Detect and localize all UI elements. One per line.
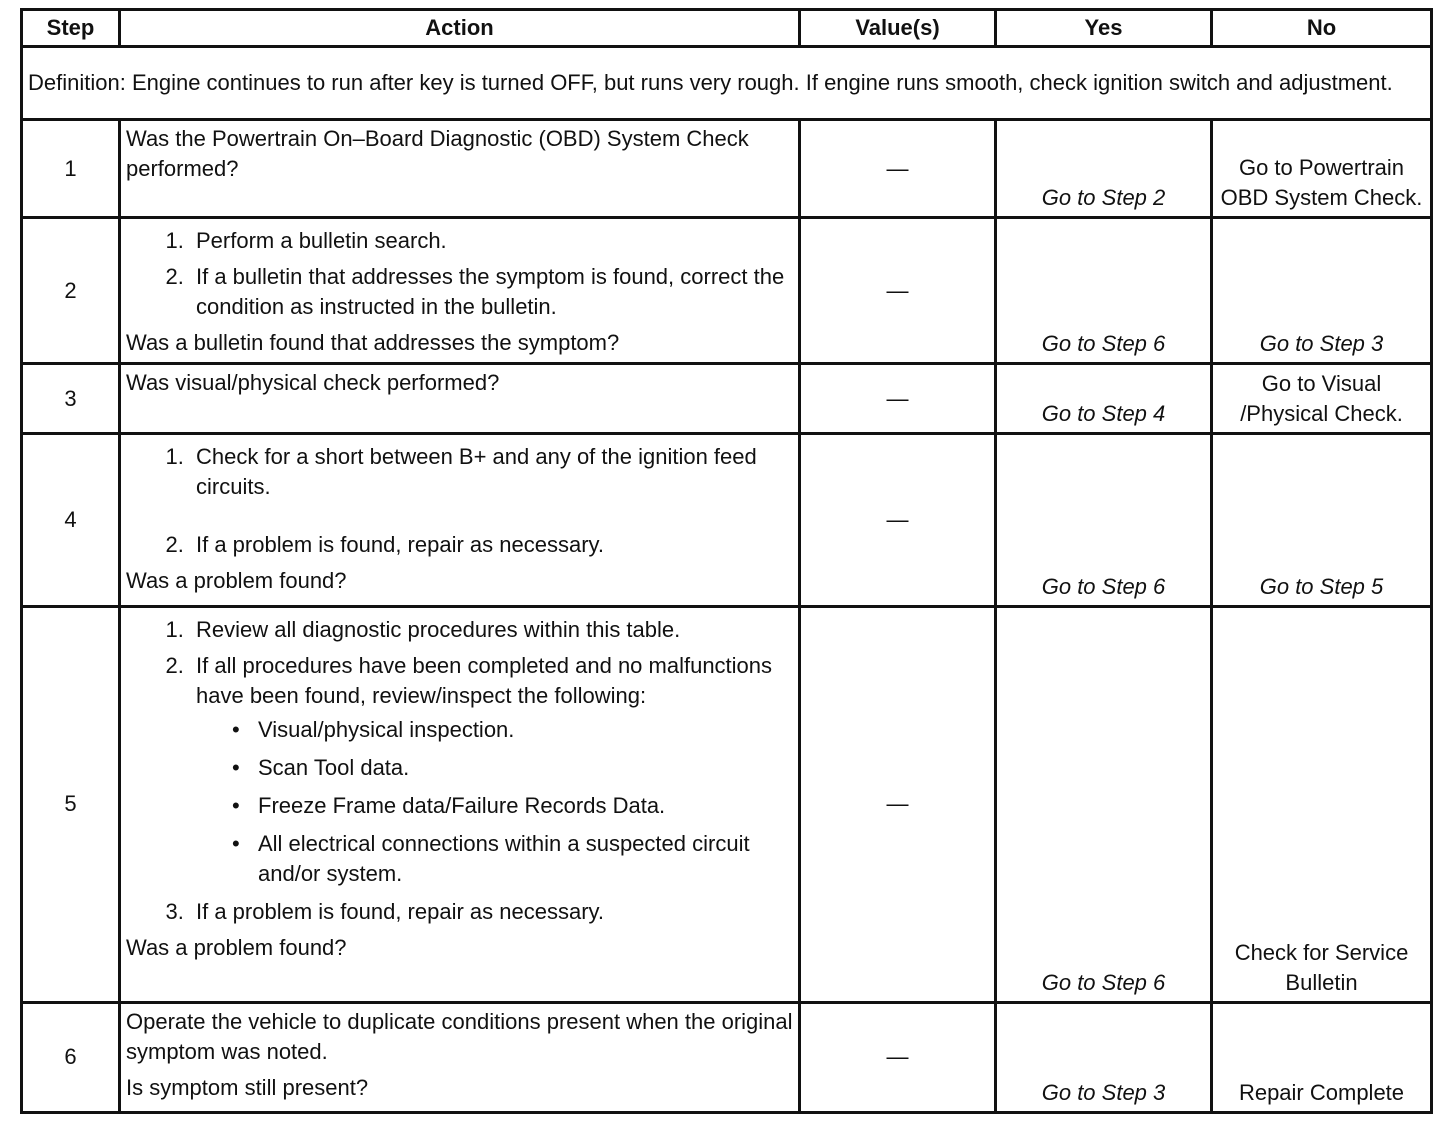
step-number: 1 bbox=[22, 120, 120, 218]
step-question: Was a problem found? bbox=[126, 568, 347, 594]
step-number: 3 bbox=[22, 364, 120, 434]
step-value: — bbox=[800, 606, 996, 1002]
list-item: 1. Review all diagnostic procedures within this table. bbox=[190, 615, 793, 645]
step-action: Was visual/physical check performed? bbox=[120, 364, 800, 434]
step-value: — bbox=[800, 1002, 996, 1112]
step-value: — bbox=[800, 434, 996, 606]
step-number: 4 bbox=[22, 434, 120, 606]
definition-row bbox=[22, 47, 1432, 120]
list-item: 3. If a problem is found, repair as necessary. bbox=[190, 897, 793, 927]
step-yes: Go to Step 3 bbox=[996, 1002, 1212, 1112]
step-no: Check for Service Bulletin bbox=[1212, 606, 1432, 1002]
step-action bbox=[120, 218, 800, 364]
step-number: 5 bbox=[22, 606, 120, 1002]
step-question: Is symptom still present? bbox=[126, 1074, 369, 1100]
header-no: No bbox=[1212, 10, 1432, 47]
definition-text: Definition: Engine continues to run after key is turned OFF, but runs very rough. If engine runs smooth, check ignition switch and adjustment. bbox=[22, 47, 1432, 120]
header-values: Value(s) bbox=[800, 10, 996, 47]
bullet-item: • Visual/physical inspection. bbox=[226, 715, 793, 745]
step-no: Go to Step 5 bbox=[1212, 434, 1432, 606]
step-yes: Go to Step 6 bbox=[996, 434, 1212, 606]
list-item: 1. Perform a bulletin search. bbox=[190, 226, 793, 256]
step-value: — bbox=[800, 120, 996, 218]
step-value: — bbox=[800, 364, 996, 434]
step-question: Was a problem found? bbox=[126, 934, 347, 960]
step-no: Repair Complete bbox=[1212, 1002, 1432, 1112]
table-row bbox=[22, 434, 1432, 606]
diagnostic-table bbox=[20, 8, 1433, 1114]
step-action bbox=[120, 434, 800, 606]
table-row bbox=[22, 364, 1432, 434]
step-value: — bbox=[800, 218, 996, 364]
table-row bbox=[22, 218, 1432, 364]
list-item: 2. If a problem is found, repair as necessary. bbox=[190, 530, 793, 560]
table-row bbox=[22, 1002, 1432, 1112]
step-no: Go to Visual /Physical Check. bbox=[1212, 364, 1432, 434]
step-action bbox=[120, 606, 800, 1002]
step-number: 6 bbox=[22, 1002, 120, 1112]
bullet-item: • All electrical connections within a suspected circuit and/or system. bbox=[226, 829, 793, 889]
step-no: Go to Powertrain OBD System Check. bbox=[1212, 120, 1432, 218]
list-item: 1. Check for a short between B+ and any of the ignition feed circuits. bbox=[190, 442, 793, 502]
step-question: Was a bulletin found that addresses the symptom? bbox=[126, 330, 620, 356]
header-yes: Yes bbox=[996, 10, 1212, 47]
step-number: 2 bbox=[22, 218, 120, 364]
bullet-item: • Scan Tool data. bbox=[226, 753, 793, 783]
step-action bbox=[120, 1002, 800, 1112]
step-yes: Go to Step 4 bbox=[996, 364, 1212, 434]
step-yes: Go to Step 6 bbox=[996, 606, 1212, 1002]
header-row bbox=[22, 10, 1432, 47]
step-list bbox=[126, 442, 793, 560]
bullet-list bbox=[196, 715, 793, 889]
step-list bbox=[126, 226, 793, 322]
bullet-item: • Freeze Frame data/Failure Records Data. bbox=[226, 791, 793, 821]
table-row bbox=[22, 120, 1432, 218]
table-row bbox=[22, 606, 1432, 1002]
header-action: Action bbox=[120, 10, 800, 47]
list-item bbox=[190, 651, 793, 889]
list-item: 2. If a bulletin that addresses the symptom is found, correct the condition as instructed in the bulletin. bbox=[190, 262, 793, 322]
step-action-text: Operate the vehicle to duplicate conditions present when the original symptom was noted. bbox=[126, 1008, 793, 1064]
step-yes: Go to Step 6 bbox=[996, 218, 1212, 364]
step-action: Was the Powertrain On–Board Diagnostic (OBD) System Check performed? bbox=[120, 120, 800, 218]
step-no: Go to Step 3 bbox=[1212, 218, 1432, 364]
list-item-text: If all procedures have been completed and no malfunctions have been found, review/inspect the following: bbox=[196, 652, 773, 708]
header-step: Step bbox=[22, 10, 120, 47]
step-yes: Go to Step 2 bbox=[996, 120, 1212, 218]
step-list bbox=[126, 615, 793, 927]
